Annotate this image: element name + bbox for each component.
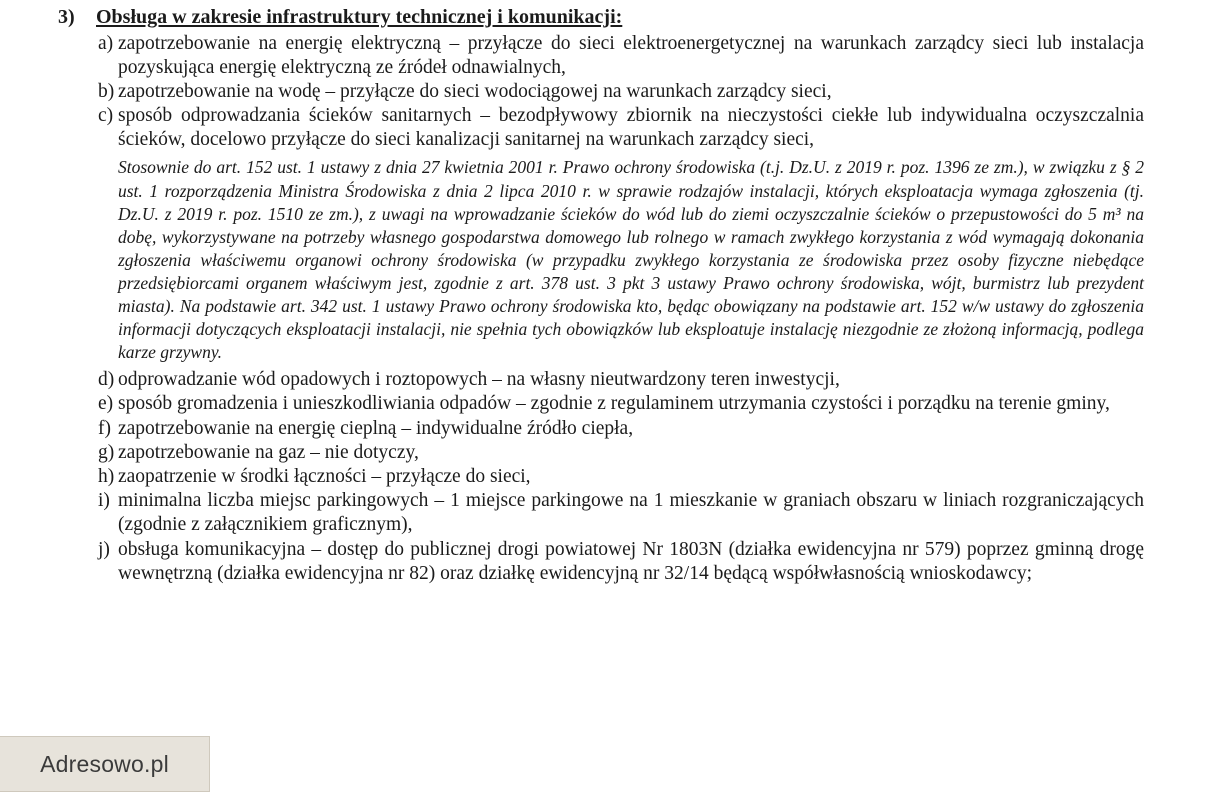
watermark-label: Adresowo.pl xyxy=(40,750,169,777)
section-heading xyxy=(58,6,1170,30)
list-item-text: zaopatrzenie w środki łączności – przyłącze do sieci, xyxy=(118,465,531,487)
list-item-marker: c) xyxy=(98,105,114,127)
list-item-text: zapotrzebowanie na energię elektryczną – przyłącze do sieci elektroenergetycznej na warunkach zarządcy sieci lub instalacja pozyskująca energię elektryczną ze źródeł odnawialnych, xyxy=(118,32,1144,78)
list-item xyxy=(58,104,1170,152)
legal-note xyxy=(58,156,1170,364)
list-item-marker: h) xyxy=(98,465,115,487)
list-item xyxy=(58,538,1170,586)
list-item-marker: i) xyxy=(98,490,110,512)
list-item-text: zapotrzebowanie na wodę – przyłącze do sieci wodociągowej na warunkach zarządcy sieci, xyxy=(118,80,832,102)
section-heading-text: Obsługa w zakresie infrastruktury technicznej i komunikacji: xyxy=(96,6,623,28)
list-item-text: zapotrzebowanie na energię cieplną – indywidualne źródło ciepła, xyxy=(118,417,634,439)
legal-note-text: Stosownie do art. 152 ust. 1 ustawy z dnia 27 kwietnia 2001 r. Prawo ochrony środowiska (t.j. Dz.U. z 2019 r. poz. 1396 ze zm.), w związku z § 2 ust. 1 rozporządzenia Ministra Środowiska z dnia 2 lipca 2010 r. w sprawie rodzajów instalacji, których eksploatacja wymaga zgłoszenia (tj. Dz.U. z 2019 r. poz. 1510 ze zm.), z uwagi na wprowadzanie ścieków do wód lub do ziemi oczyszczalnie ścieków o przepustowości do 5 m³ na dobę, wykorzystywane na potrzeby własnego gospodarstwa domowego lub rolnego w ramach zwykłego korzystania z wód wymagają dokonania zgłoszenia właściwemu organowi ochrony środowiska (w przypadku zwykłego korzystania ze środowiska przez osoby fizyczne niebędące przedsiębiorcami organem właściwym jest, zgodnie z art. 378 ust. 3 pkt 3 ustawy Prawo ochrony środowiska, wójt, burmistrz lub prezydent miasta). Na podstawie art. 342 ust. 1 ustawy Prawo ochrony środowiska kto, będąc obowiązany na podstawie art. 152 w/w ustawy do zgłoszenia informacji dotyczących eksploatacji instalacji, nie spełnia tych obowiązków lub eksploatuje instalację niezgodnie ze złożoną informacją, podlega karze grzywny. xyxy=(118,157,1144,363)
list-item xyxy=(58,80,1170,104)
list-item-text: zapotrzebowanie na gaz – nie dotyczy, xyxy=(118,441,419,463)
list-item xyxy=(58,489,1170,537)
list-item xyxy=(58,32,1170,80)
list-item-text: sposób gromadzenia i unieszkodliwiania odpadów – zgodnie z regulaminem utrzymania czystości i porządku na terenie gminy, xyxy=(118,393,1110,415)
list-item-text: odprowadzanie wód opadowych i roztopowych – na własny nieutwardzony teren inwestycji, xyxy=(118,369,840,391)
list-item-text: obsługa komunikacyjna – dostęp do publicznej drogi powiatowej Nr 1803N (działka ewidencyjna nr 579) poprzez gminną drogę wewnętrzną (działka ewidencyjna nr 82) oraz działkę ewidencyjną nr 32/14 będącą współwłasnością wnioskodawcy; xyxy=(118,538,1144,584)
list-item xyxy=(58,417,1170,441)
section-heading-marker: 3) xyxy=(58,6,75,28)
list-item xyxy=(58,392,1170,416)
list-item xyxy=(58,441,1170,465)
list-item-marker: a) xyxy=(98,32,114,54)
list-item-marker: f) xyxy=(98,417,111,439)
list-item-marker: b) xyxy=(98,80,115,102)
list-item-marker: d) xyxy=(98,369,115,391)
watermark-badge xyxy=(0,736,210,792)
list-item-text: minimalna liczba miejsc parkingowych – 1 miejsce parkingowe na 1 mieszkanie w graniach obszaru w liniach rozgraniczających (zgodnie z załącznikiem graficznym), xyxy=(118,490,1144,536)
list-item xyxy=(58,368,1170,392)
list-item-marker: e) xyxy=(98,393,114,415)
list-item-marker: g) xyxy=(98,441,115,463)
list-item-text: sposób odprowadzania ścieków sanitarnych – bezodpływowy zbiornik na nieczystości ciekłe lub indywidualna oczyszczalnia ścieków, docelowo przyłącze do sieci kanalizacji sanitarnej na warunkach zarządcy sieci, xyxy=(118,105,1144,151)
list-item-marker: j) xyxy=(98,538,110,560)
list-item xyxy=(58,465,1170,489)
